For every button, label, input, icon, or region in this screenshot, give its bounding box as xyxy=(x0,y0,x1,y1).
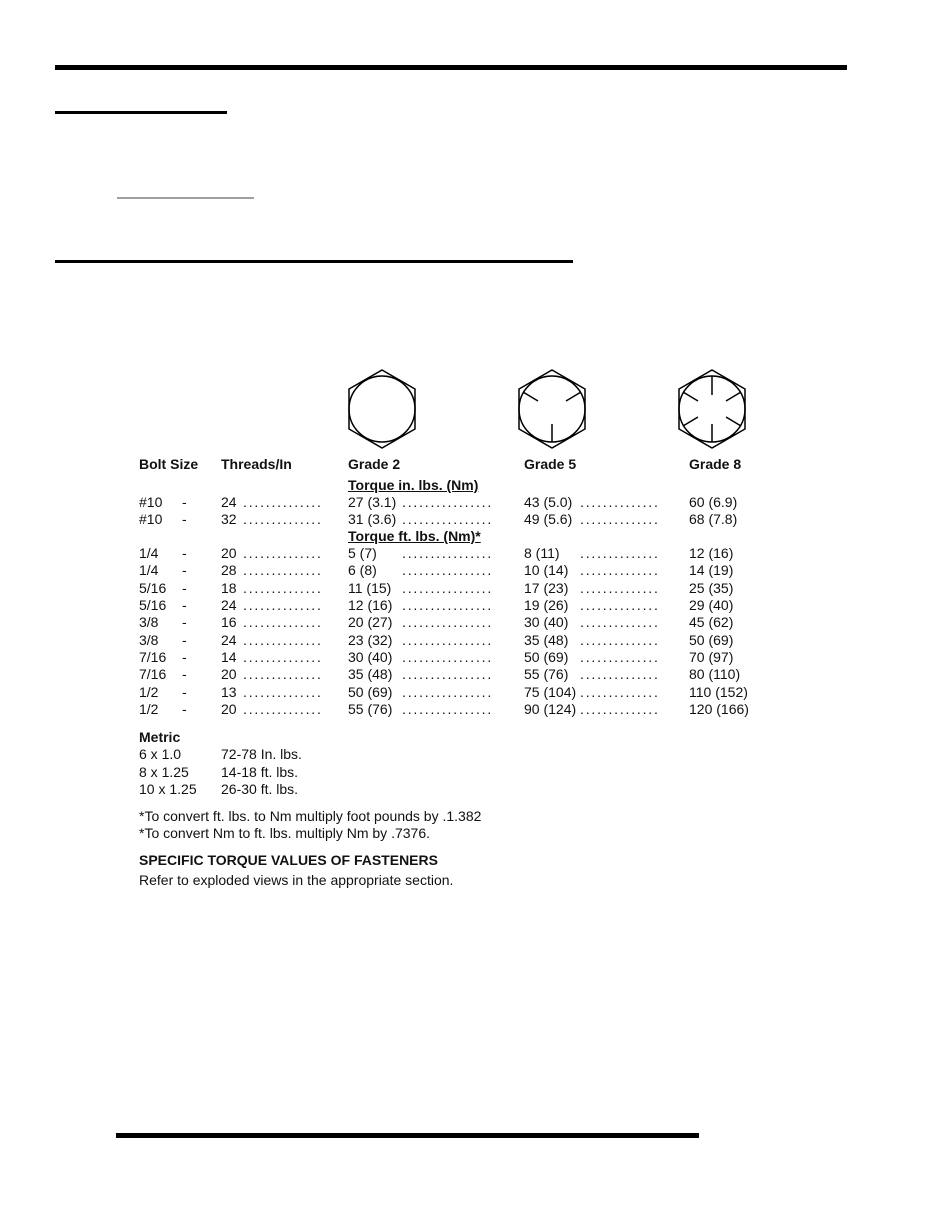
table-row xyxy=(0,701,935,718)
top-header-rule xyxy=(55,65,847,70)
conversion-note-ft-to-nm: *To convert ft. lbs. to Nm multiply foot pounds by .1.382 xyxy=(139,808,482,824)
grade-5-cell: 90 (124) xyxy=(524,701,577,718)
leader-dots: .............. xyxy=(580,649,660,666)
threads-cell: 20 xyxy=(221,701,237,718)
bolt-size-cell: #10 xyxy=(139,494,163,510)
leader-dots: .............. xyxy=(243,579,323,596)
grade-2-cell: 50 (69) xyxy=(348,683,393,700)
grade-8-cell: 120 (166) xyxy=(689,701,749,718)
table-row xyxy=(0,649,935,666)
leader-dots: ................ xyxy=(402,579,494,596)
grade-5-cell: 75 (104) xyxy=(524,683,577,700)
header-grade-8: Grade 8 xyxy=(689,456,742,472)
subsection-underline xyxy=(117,197,254,199)
leader-dots: ................ xyxy=(402,494,494,510)
grade-8-cell: 68 (7.8) xyxy=(689,511,738,527)
leader-dots: ................ xyxy=(402,631,494,648)
grade-2-cell: 6 (8) xyxy=(348,562,377,579)
table-row xyxy=(0,632,935,649)
dash-separator: - xyxy=(182,614,187,631)
bolt-size-cell: 3/8 xyxy=(139,631,159,648)
leader-dots: .............. xyxy=(580,511,660,527)
grade-5-cell: 55 (76) xyxy=(524,666,569,683)
threads-cell: 16 xyxy=(221,614,237,631)
grade-8-cell: 45 (62) xyxy=(689,614,734,631)
table-row xyxy=(0,580,935,597)
metric-row xyxy=(0,746,935,763)
grade-5-cell: 35 (48) xyxy=(524,631,569,648)
bolt-size-cell: 1/2 xyxy=(139,683,159,700)
dash-separator: - xyxy=(182,701,187,718)
grade-5-cell: 43 (5.0) xyxy=(524,494,573,510)
dash-separator: - xyxy=(182,666,187,683)
leader-dots: .............. xyxy=(243,614,323,631)
leader-dots: .............. xyxy=(243,649,323,666)
grade-2-cell: 27 (3.1) xyxy=(348,494,397,510)
grade-8-cell: 25 (35) xyxy=(689,579,734,596)
specific-torque-text: Refer to exploded views in the appropriate section. xyxy=(139,872,454,888)
threads-cell: 28 xyxy=(221,562,237,579)
leader-dots: .............. xyxy=(243,666,323,683)
grade-2-cell: 31 (3.6) xyxy=(348,511,397,527)
threads-cell: 13 xyxy=(221,683,237,700)
grade-5-cell: 8 (11) xyxy=(524,545,560,561)
table-row xyxy=(0,614,935,631)
specific-torque-title: SPECIFIC TORQUE VALUES OF FASTENERS xyxy=(139,852,438,868)
grade-8-cell: 70 (97) xyxy=(689,649,734,666)
bolt-size-cell: 5/16 xyxy=(139,579,167,596)
table-row xyxy=(0,511,935,528)
grade-2-cell: 30 (40) xyxy=(348,649,393,666)
threads-cell: 20 xyxy=(221,666,237,683)
bolt-size-cell: 3/8 xyxy=(139,614,159,631)
threads-cell: 24 xyxy=(221,597,237,614)
conversion-note-nm-to-ft: *To convert Nm to ft. lbs. multiply Nm by .7376. xyxy=(139,825,430,841)
table-row xyxy=(0,597,935,614)
threads-cell: 14 xyxy=(221,649,237,666)
bolt-size-cell: 1/4 xyxy=(139,545,159,561)
leader-dots: .............. xyxy=(243,562,323,579)
bolt-size-cell: 7/16 xyxy=(139,666,167,683)
leader-dots: .............. xyxy=(580,614,660,631)
leader-dots: ................ xyxy=(402,562,494,579)
metric-size-cell: 8 x 1.25 xyxy=(139,763,189,780)
leader-dots: ................ xyxy=(402,701,494,718)
dash-separator: - xyxy=(182,494,187,510)
leader-dots: .............. xyxy=(580,562,660,579)
grade-2-cell: 11 (15) xyxy=(348,579,392,596)
grade-5-cell: 50 (69) xyxy=(524,649,569,666)
grade-2-cell: 12 (16) xyxy=(348,597,393,614)
metric-value-cell: 26-30 ft. lbs. xyxy=(221,781,299,797)
leader-dots: ................ xyxy=(402,614,494,631)
dash-separator: - xyxy=(182,649,187,666)
threads-cell: 18 xyxy=(221,579,237,596)
leader-dots: ................ xyxy=(402,545,494,561)
bolt-size-cell: #10 xyxy=(139,511,163,527)
grade-8-cell: 12 (16) xyxy=(689,545,734,561)
bolt-size-cell: 5/16 xyxy=(139,597,167,614)
dash-separator: - xyxy=(182,631,187,648)
table-row xyxy=(0,545,935,562)
grade-5-cell: 49 (5.6) xyxy=(524,511,573,527)
grade-5-cell: 30 (40) xyxy=(524,614,569,631)
grade-2-cell: 35 (48) xyxy=(348,666,393,683)
section-torque-in-lbs: Torque in. lbs. (Nm) xyxy=(348,477,479,493)
leader-dots: .............. xyxy=(243,511,323,527)
leader-dots: .............. xyxy=(243,597,323,614)
threads-cell: 24 xyxy=(221,494,237,510)
grade-5-cell: 10 (14) xyxy=(524,562,569,579)
leader-dots: .............. xyxy=(243,683,323,700)
header-grade-5: Grade 5 xyxy=(524,456,577,472)
grade-8-cell: 29 (40) xyxy=(689,597,734,614)
leader-dots: ................ xyxy=(402,597,494,614)
grade-5-cell: 17 (23) xyxy=(524,579,569,596)
leader-dots: .............. xyxy=(243,701,323,718)
leader-dots: .............. xyxy=(580,666,660,683)
grade-2-bolt-head-icon xyxy=(345,368,419,450)
footer-rule xyxy=(116,1133,699,1138)
grade-8-bolt-head-icon xyxy=(675,368,749,450)
leader-dots: .............. xyxy=(580,545,660,561)
header-grade-2: Grade 2 xyxy=(348,456,401,472)
leader-dots: .............. xyxy=(243,494,323,510)
grade-2-cell: 20 (27) xyxy=(348,614,393,631)
leader-dots: .............. xyxy=(580,631,660,648)
leader-dots: ................ xyxy=(402,511,494,527)
grade-5-cell: 19 (26) xyxy=(524,597,569,614)
metric-row xyxy=(0,764,935,781)
leader-dots: .............. xyxy=(580,579,660,596)
table-row xyxy=(0,494,935,511)
leader-dots: .............. xyxy=(580,597,660,614)
table-row xyxy=(0,684,935,701)
dash-separator: - xyxy=(182,597,187,614)
grade-2-cell: 23 (32) xyxy=(348,631,393,648)
grade-2-cell: 5 (7) xyxy=(348,545,377,561)
heading-underline xyxy=(55,260,573,263)
dash-separator: - xyxy=(182,511,187,527)
grade-8-cell: 80 (110) xyxy=(689,666,741,683)
metric-value-cell: 14-18 ft. lbs. xyxy=(221,763,299,780)
leader-dots: ................ xyxy=(402,666,494,683)
bolt-size-cell: 1/4 xyxy=(139,562,159,579)
metric-row xyxy=(0,781,935,798)
bolt-size-cell: 7/16 xyxy=(139,649,167,666)
section-title-underline xyxy=(55,111,227,114)
bolt-size-cell: 1/2 xyxy=(139,701,159,718)
threads-cell: 24 xyxy=(221,631,237,648)
table-row xyxy=(0,562,935,579)
grade-8-cell: 50 (69) xyxy=(689,631,734,648)
grade-8-cell: 14 (19) xyxy=(689,562,734,579)
dash-separator: - xyxy=(182,579,187,596)
grade-8-cell: 110 (152) xyxy=(689,683,748,700)
leader-dots: .............. xyxy=(580,683,660,700)
metric-value-cell: 72-78 In. lbs. xyxy=(221,746,302,762)
leader-dots: .............. xyxy=(243,545,323,561)
table-row xyxy=(0,666,935,683)
grade-2-cell: 55 (76) xyxy=(348,701,393,718)
grade-5-bolt-head-icon xyxy=(515,368,589,450)
header-threads: Threads/In xyxy=(221,456,292,472)
header-bolt-size: Bolt Size xyxy=(139,456,199,472)
dash-separator: - xyxy=(182,545,187,561)
leader-dots: .............. xyxy=(580,701,660,718)
section-torque-ft-lbs: Torque ft. lbs. (Nm)* xyxy=(348,528,481,544)
dash-separator: - xyxy=(182,562,187,579)
leader-dots: .............. xyxy=(243,631,323,648)
leader-dots: ................ xyxy=(402,649,494,666)
metric-size-cell: 6 x 1.0 xyxy=(139,746,182,762)
threads-cell: 20 xyxy=(221,545,237,561)
leader-dots: ................ xyxy=(402,683,494,700)
dash-separator: - xyxy=(182,683,187,700)
leader-dots: .............. xyxy=(580,494,660,510)
grade-8-cell: 60 (6.9) xyxy=(689,494,738,510)
metric-title: Metric xyxy=(139,729,181,745)
threads-cell: 32 xyxy=(221,511,237,527)
metric-size-cell: 10 x 1.25 xyxy=(139,781,197,797)
